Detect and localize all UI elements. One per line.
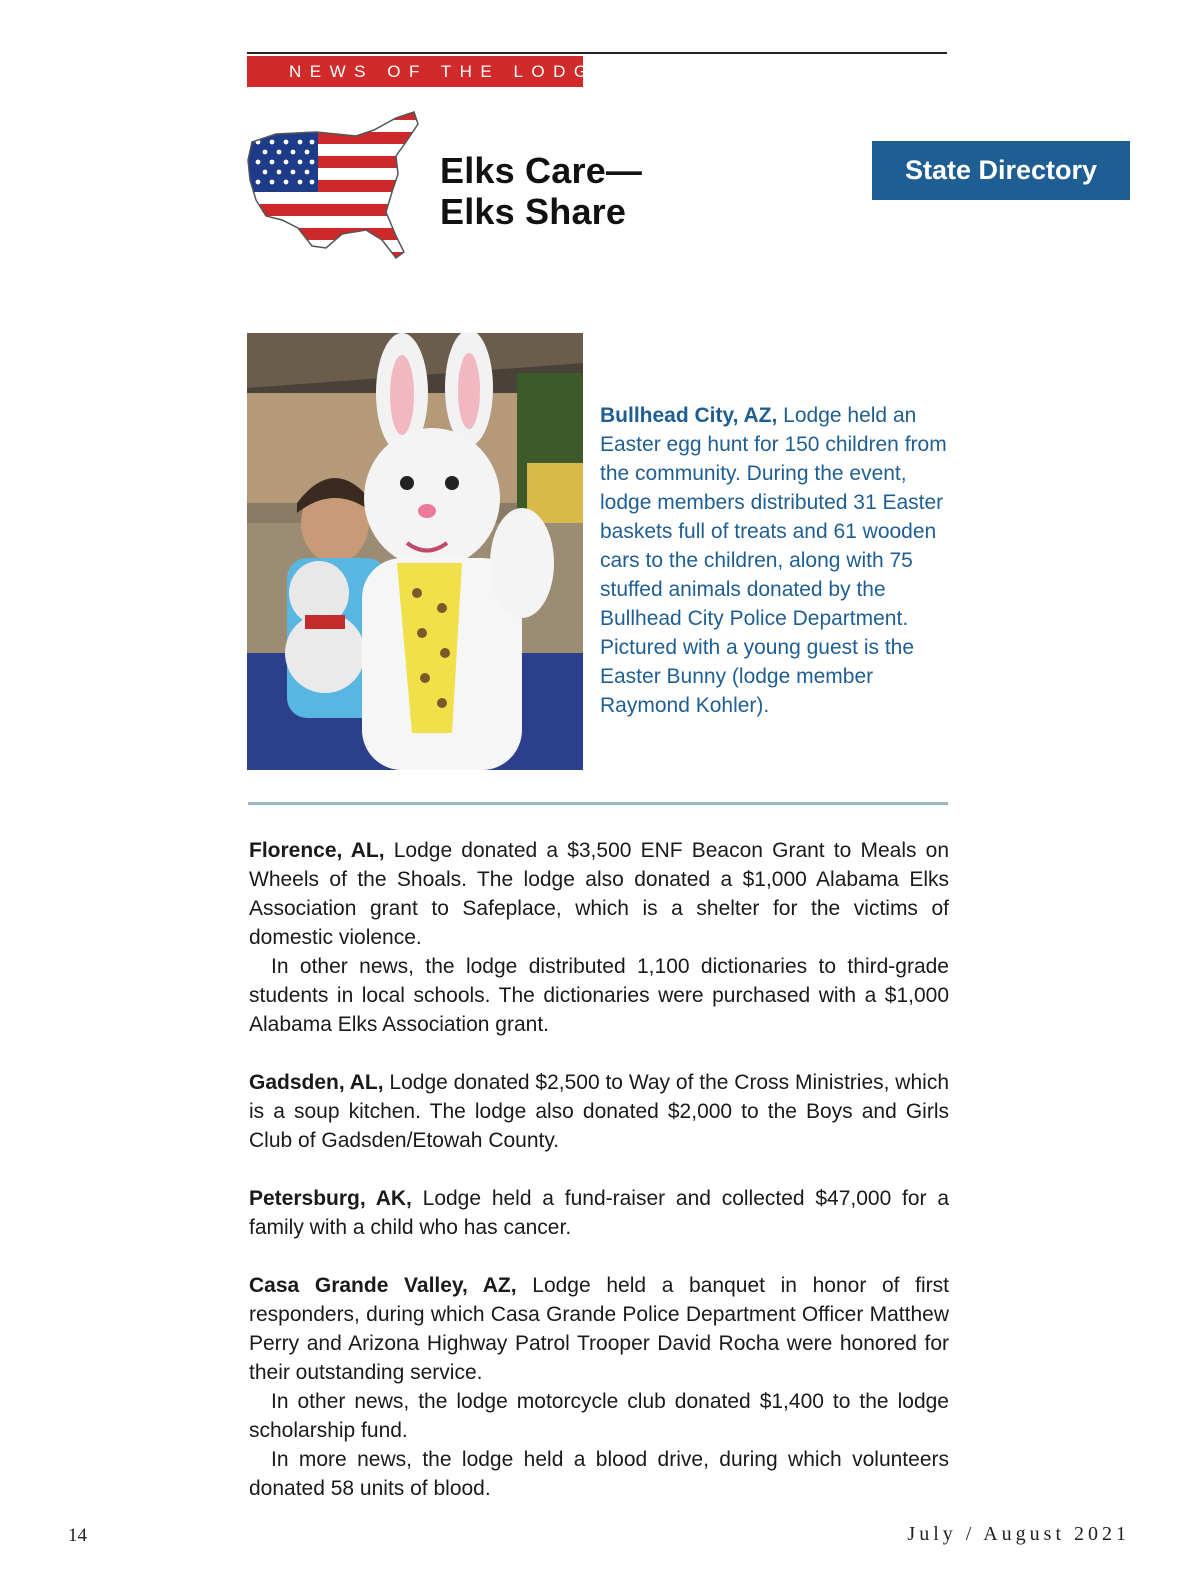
top-rule xyxy=(247,52,947,54)
page-number: 14 xyxy=(68,1525,87,1546)
article-lodge-name: Petersburg, AK, xyxy=(249,1187,412,1210)
headline xyxy=(440,150,642,232)
state-directory-button[interactable]: State Directory xyxy=(872,141,1130,200)
headline-line-1: Elks Care— xyxy=(440,150,643,191)
feature-lodge-name: Bullhead City, AZ, xyxy=(600,404,778,427)
article-lodge-name: Florence, AL, xyxy=(249,839,385,862)
feature-text: Lodge held an Easter egg hunt for 150 children from the community. During the event, lodge members distributed 31 Easter baskets full of treats and 61 wooden cars to the children, along with 75 stuffed animals donated by the Bullhead City Police Department. Pictured with a young guest is the Easter Bunny (lodge member Raymond Kohler). xyxy=(600,404,947,717)
article-text: Lodge donated $2,500 to Way of the Cross Ministries, which is a soup kitchen. The lodge also donated $2,000 to the Boys and Girls Club of Gadsden/Etowah County. xyxy=(249,1071,949,1152)
article-gadsden xyxy=(249,1068,949,1155)
article-florence xyxy=(249,836,949,952)
section-tag: NEWS OF THE LODGES xyxy=(247,56,583,87)
article-petersburg xyxy=(249,1184,949,1242)
article-text: Lodge held a fund-raiser and collected $47,000 for a family with a child who has cancer. xyxy=(249,1187,950,1239)
article-florence-para2: In other news, the lodge distributed 1,100 dictionaries to third-grade students in local schools. The dictionaries were purchased with a $1,000 Alabama Elks Association grant. xyxy=(249,955,949,1036)
headline-line-2: Elks Share xyxy=(440,191,627,232)
feature-caption xyxy=(600,401,952,720)
article-text: Lodge held a banquet in honor of first responders, during which Casa Grande Police Department Officer Matthew Perry and Arizona Highway Patrol Trooper David Rocha were honored for their outstanding service. xyxy=(249,1274,950,1384)
articles-column xyxy=(249,836,949,1503)
article-lodge-name: Gadsden, AL, xyxy=(249,1071,384,1094)
article-casa-grande-para3: In more news, the lodge held a blood drive, during which volunteers donated 58 units of blood. xyxy=(249,1448,949,1500)
article-lodge-name: Casa Grande Valley, AZ, xyxy=(249,1274,517,1297)
article-text: Lodge donated a $3,500 ENF Beacon Grant to Meals on Wheels of the Shoals. The lodge also donated a $1,000 Alabama Elks Association grant to Safeplace, which is a shelter for the victims of domestic violence. xyxy=(249,839,949,949)
easter-bunny-photo xyxy=(247,333,583,770)
article-casa-grande xyxy=(249,1271,949,1387)
article-casa-grande-para2: In other news, the lodge motorcycle club donated $1,400 to the lodge scholarship fund. xyxy=(249,1390,949,1442)
section-divider xyxy=(248,802,948,805)
issue-date: July / August 2021 xyxy=(907,1523,1130,1545)
us-flag-map-logo xyxy=(246,108,422,264)
